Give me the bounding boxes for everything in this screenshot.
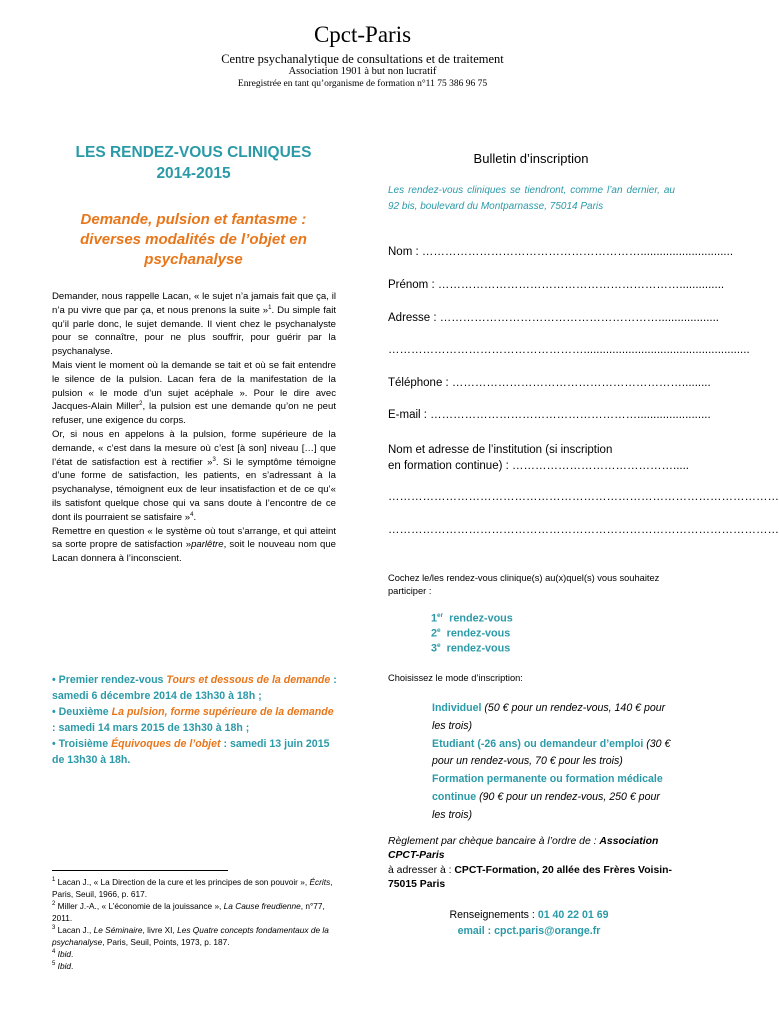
payment-payee: Règlement par chèque bancaire à l’ordre de : Association CPCT-Paris [388,836,659,862]
payment-address: à adresser à : CPCT-Formation, 20 allée des Frères Voisin- 75015 Paris [388,864,672,891]
event-theme-line3: psychanalyse [144,251,243,268]
session-option-2[interactable]: 2e rendez-vous [431,627,511,640]
footnote: $^2$ Miller J.-A., « L’économie de la jouissance », La Cause freudienne, n°77, 2011. [52,901,325,923]
paragraph-3: Or, si nous en appelons à la pulsion, forme supérieure de la demande, « c’est dans la mesure où c’est [à son] niveau […] que l’état de satisfaction est à rectifier »$^3$. Si le symptôme témoigne d’une forme de satisfaction, les patients, en s’adressant à la psychanalyse, témoignent eux de leur insatisfaction et de ce qu’« ils satisfont quelque chose qui va sans doute à l’encontre de ce dont ils pourraient se satisfaire »$^4$. [52,428,337,523]
address-field[interactable]: Adresse : …………………………………………………................... [388,312,719,324]
footnote-divider [52,870,228,871]
session-item: • Deuxième La pulsion, forme supérieure de la demande : samedi 14 mars 2015 de 13h30 à 18h ; [52,706,334,734]
association-status: Association 1901 à but non lucratif [288,66,437,77]
registration-mode-instruction: Choisissez le mode d’inscription: [388,673,523,683]
registration-mode-professional[interactable]: Formation permanente ou formation médicale continue (90 € pour un rendez-vous, 250 € pour les trois) [432,773,663,821]
paragraph-4: Remettre en question « le système où tout s’arrange, et qui atteint sa sorte propre de satisfaction »parlêtre, soit le nouveau nom que Lacan donnera à l’inconscient. [52,525,336,565]
session-item: • Troisième Équivoques de l’objet : samedi 13 juin 2015 de 13h30 à 18h. [52,738,330,766]
session-option-3[interactable]: 3e rendez-vous [431,642,511,655]
registration-mode-student[interactable]: Etudiant (-26 ans) ou demandeur d’emploi (30 € pour un rendez-vous, 70 € pour les trois) [432,737,671,768]
event-theme-line1: Demande, pulsion et fantasme : [80,211,307,228]
phone-number[interactable]: 01 40 22 01 69 [537,909,609,921]
institution-line2-field[interactable]: ………………………………………………………………………………………… [388,524,779,536]
institution-field[interactable] [388,442,689,474]
institution-label: Nom et adresse de l’institution (si inscription [388,444,613,456]
contact-phone-line: Renseignements : 01 40 22 01 69 [449,909,609,921]
event-theme-line2: diverses modalités de l’objet en [80,231,307,248]
registration-mode-list [432,700,675,825]
footnotes [52,876,338,972]
venue-info: Les rendez-vous cliniques se tiendront, comme l’an dernier, au 92 bis, boulevard du Montparnasse, 75014 Paris [388,185,675,212]
session-option-1[interactable]: 1er rendez-vous [431,612,513,625]
contact-info [388,908,670,939]
first-name-field[interactable]: Prénom : ……………………………………………………….............. [388,279,725,291]
event-title-line2: 2014-2015 [156,165,231,182]
address-line2-field[interactable]: …………………………………………….................................................... [388,344,750,356]
session-list [52,672,340,768]
footnote: $^5$ Ibid. [52,961,74,971]
payment-instructions [388,835,678,893]
email-link[interactable]: email : cpct.paris@orange.fr [457,924,601,937]
body-text [52,290,336,566]
paragraph-2: Mais vient le moment où la demande se tait et où se fait entendre le silence de la pulsion. Lacan fera de la manifestation de la pulsion « le mode d’un sujet acéphale ». Pour le dire avec Jacques-Alain Miller$^2$, la pulsion est une demande qu’on ne peut refuser, une exigence du corps. [52,359,336,427]
footnote: $^1$ Lacan J., « La Direction de la cure et les principes de son pouvoir », Écrits, Paris, Seuil, 1966, p. 617. [52,877,333,899]
session-item: • Premier rendez-vous Tours et dessous de la demande : samedi 6 décembre 2014 de 13h30 à 18h ; [52,674,337,702]
contact-email-line [388,924,670,940]
organization-subtitle: Centre psychanalytique de consultations et de traitement [221,52,504,66]
phone-field[interactable]: Téléphone : ……………………………………………………......... [388,377,711,389]
event-title-line1: LES RENDEZ-VOUS CLINIQUES [75,144,312,161]
institution-line1-field[interactable]: ………………………………………………………………………………………… [388,491,779,503]
form-title: Bulletin d’inscription [473,151,589,166]
footnote: $^4$ Ibid. [52,949,74,959]
footnote: $^3$ Lacan J., Le Séminaire, livre XI, Les Quatre concepts fondamentaux de la psychanalyse, Paris, Seuil, Points, 1973, p. 187. [52,925,329,947]
institution-label-line2: en formation continue) : ……………………………………..... [388,460,689,472]
registration-mode-individual[interactable]: Individuel (50 € pour un rendez-vous, 140 € pour les trois) [432,702,666,732]
email-field[interactable]: E-mail : ………………………………………………....................... [388,409,711,421]
organization-title: Cpct-Paris [313,22,412,47]
paragraph-1: Demander, nous rappelle Lacan, « le sujet n’a jamais fait que ça, il n’a pu vivre que par ça, et nous prenons la suite »$^1$. Du simple fait qu’il parle donc, le sujet demande. Il vient chez le psychanalyste pour se connaître, pour ne plus souffrir, pour guérir par la psychanalyse. [52,291,337,358]
name-field[interactable]: Nom : …………………………………………………............................. [388,246,734,258]
session-choice-instruction: Cochez le/les rendez-vous clinique(s) au(x)quel(s) vous souhaitez participer : [388,573,660,596]
event-theme [52,210,335,270]
event-title [52,142,335,184]
registration-number: Enregistrée en tant qu’organisme de formation n°11 75 386 96 75 [237,79,488,89]
